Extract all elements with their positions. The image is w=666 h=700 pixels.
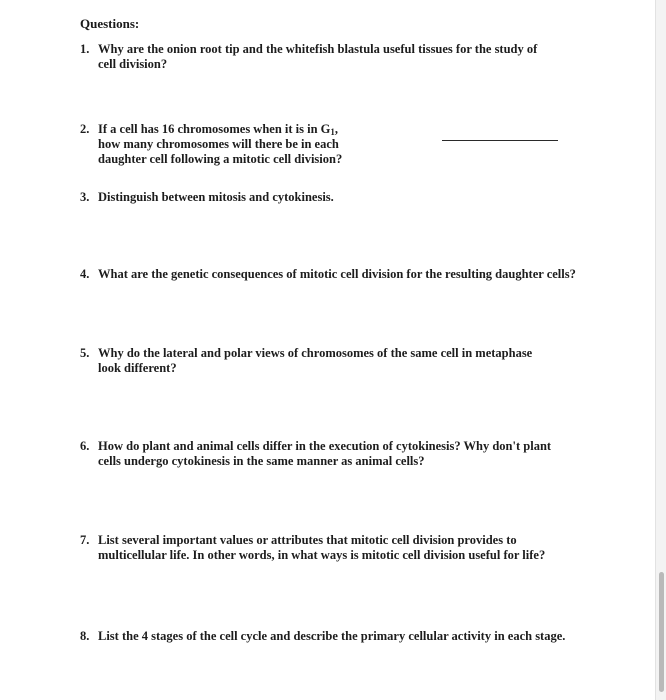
question-1 bbox=[80, 42, 580, 72]
question-6 bbox=[80, 439, 580, 469]
answer-line[interactable] bbox=[442, 140, 558, 141]
subscript: 1 bbox=[330, 127, 335, 137]
question-7 bbox=[80, 533, 580, 563]
scrollbar-thumb[interactable] bbox=[659, 572, 664, 692]
question-3 bbox=[80, 190, 580, 205]
question-number: 7. bbox=[80, 533, 90, 547]
question-text: Why are the onion root tip and the whitefish blastula useful tissues for the study of cell division? bbox=[98, 42, 538, 71]
question-text bbox=[98, 122, 580, 167]
question-line: If a cell has 16 chromosomes when it is in G bbox=[98, 122, 331, 136]
question-8 bbox=[80, 629, 580, 644]
scrollbar[interactable] bbox=[656, 0, 666, 700]
question-text: How do plant and animal cells differ in the execution of cytokinesis? Why don't plant cells undergo cytokinesis in the same manner as animal cells? bbox=[98, 439, 552, 468]
question-text: List several important values or attributes that mitotic cell division provides to multicellular life. In other words, in what ways is mitotic cell division useful for life? bbox=[98, 533, 546, 562]
question-number: 6. bbox=[80, 439, 90, 453]
question-line: daughter cell following a mitotic cell division? bbox=[98, 152, 343, 166]
question-line: how many chromosomes will there be in each bbox=[98, 137, 339, 151]
question-number: 4. bbox=[80, 267, 90, 281]
question-4 bbox=[80, 267, 580, 282]
question-text: List the 4 stages of the cell cycle and describe the primary cellular activity in each stage. bbox=[98, 629, 566, 643]
question-number: 5. bbox=[80, 346, 90, 360]
question-line-end: , bbox=[334, 122, 339, 136]
question-2 bbox=[80, 122, 580, 167]
page-title: Questions: bbox=[80, 16, 140, 31]
question-text: Distinguish between mitosis and cytokinesis. bbox=[98, 190, 334, 204]
question-number: 2. bbox=[80, 122, 90, 136]
question-text: Why do the lateral and polar views of chromosomes of the same cell in metaphase look different? bbox=[98, 346, 533, 375]
question-number: 8. bbox=[80, 629, 90, 643]
question-text: What are the genetic consequences of mitotic cell division for the resulting daughter cells? bbox=[98, 267, 576, 281]
question-number: 3. bbox=[80, 190, 90, 204]
question-number: 1. bbox=[80, 42, 90, 56]
question-5 bbox=[80, 346, 580, 376]
